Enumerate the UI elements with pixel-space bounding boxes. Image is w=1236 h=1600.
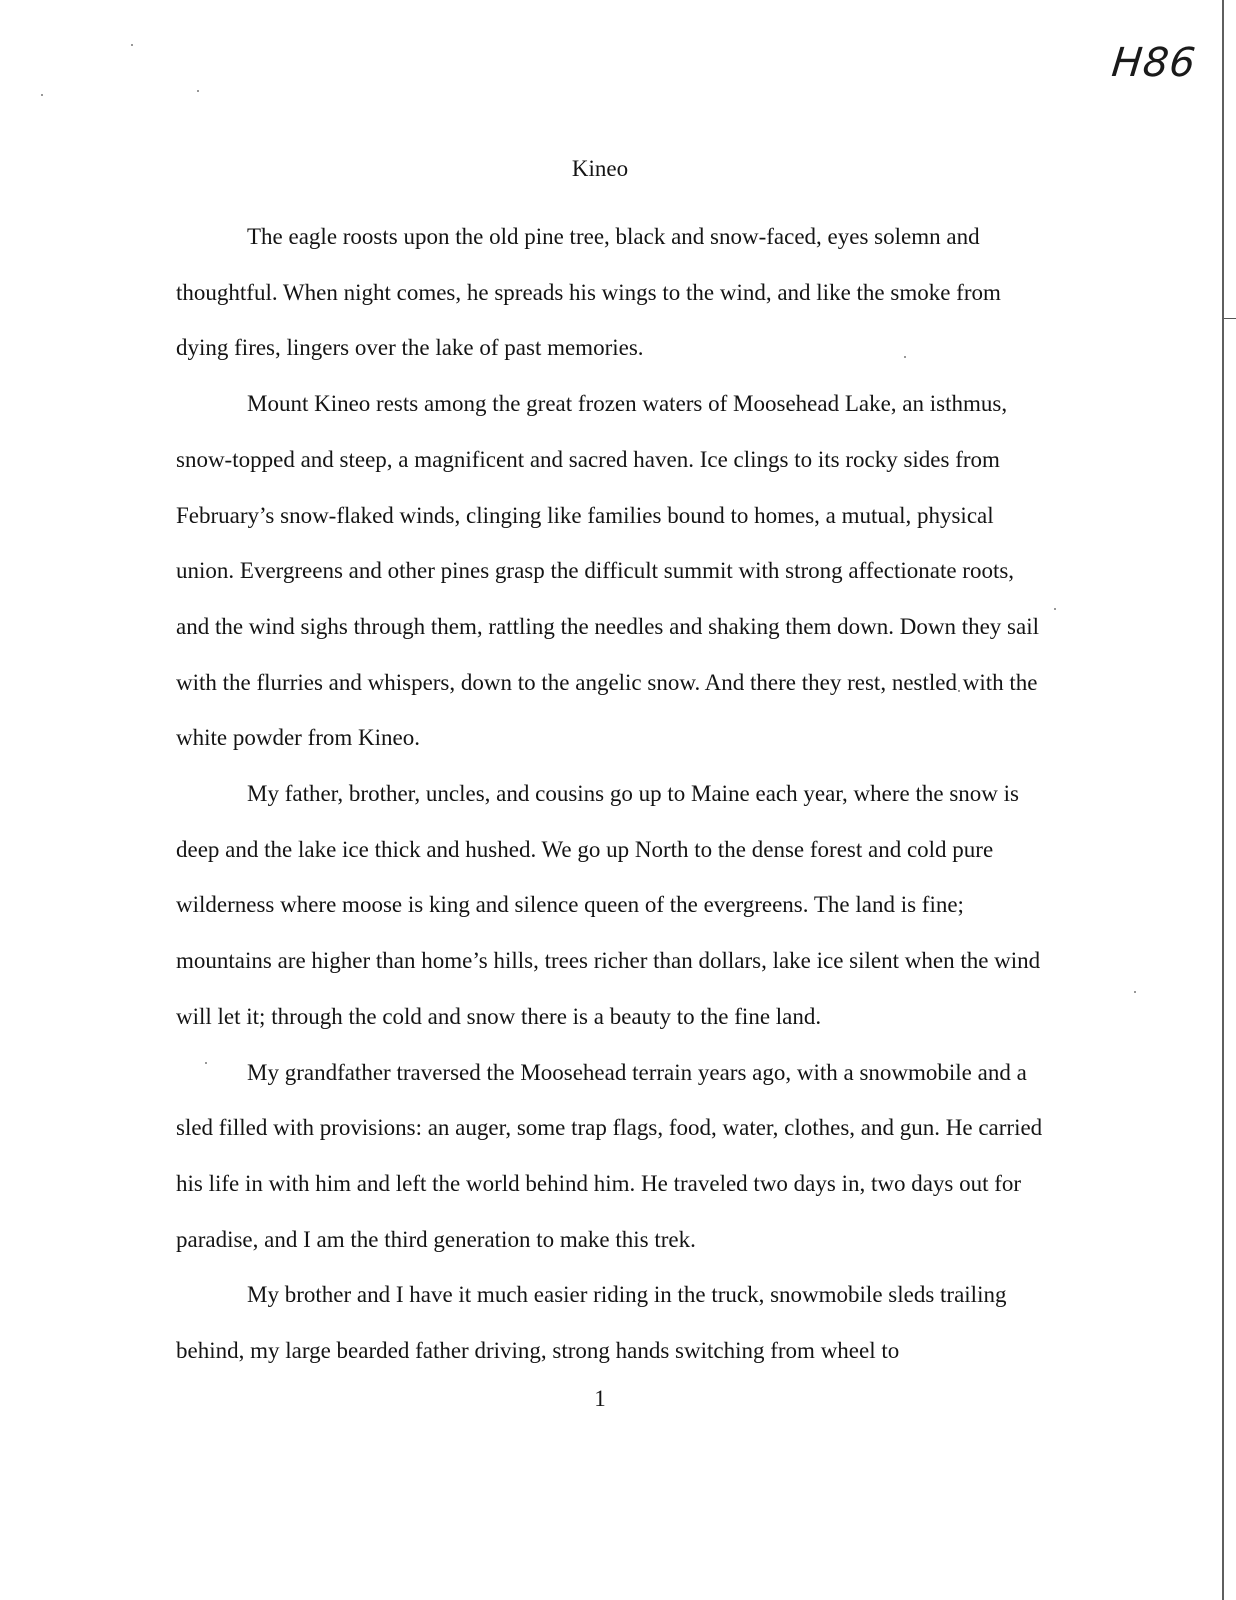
- handwritten-annotation: H86: [1109, 40, 1199, 86]
- scan-speck: [197, 90, 199, 92]
- paragraph: My brother and I have it much easier riding in the truck, snowmobile sleds trailing behind, my large bearded father driving, strong hands switching from wheel to: [176, 1282, 1007, 1364]
- scan-edge-line: [1222, 0, 1224, 1600]
- scan-speck: [1134, 991, 1136, 993]
- document-body: [176, 209, 1046, 1379]
- scan-speck: [131, 44, 133, 46]
- paragraph: My grandfather traversed the Moosehead terrain years ago, with a snowmobile and a sled filled with provisions: an auger, some trap flags, food, water, clothes, and gun. He carried his life in with him and left the world behind him. He traveled two days in, two days out for paradise, and I am the third generation to make this trek.: [176, 1059, 1043, 1252]
- paragraph: The eagle roosts upon the old pine tree, black and snow-faced, eyes solemn and thoughtful. When night comes, he spreads his wings to the wind, and like the smoke from dying fires, lingers over the lake of past memories.: [176, 224, 1001, 361]
- scan-speck: [1054, 608, 1056, 610]
- scan-speck: [41, 94, 43, 96]
- paragraph: My father, brother, uncles, and cousins go up to Maine each year, where the snow is deep and the lake ice thick and hushed. We go up North to the dense forest and cold pure wilderness where moose is king and silence queen of the evergreens. The land is fine; mountains are higher than home’s hills, trees richer than dollars, lake ice silent when the wind will let it; through the cold and snow there is a beauty to the fine land.: [176, 781, 1041, 1029]
- page-number: 1: [594, 1386, 606, 1411]
- document-title: Kineo: [571, 156, 629, 181]
- scan-edge-tick: [1224, 318, 1236, 319]
- paragraph: Mount Kineo rests among the great frozen waters of Moosehead Lake, an isthmus, snow-topped and steep, a magnificent and sacred haven. Ice clings to its rocky sides from February’s snow-flaked winds, clinging like families bound to homes, a mutual, physical union. Evergreens and other pines grasp the difficult summit with strong affectionate roots, and the wind sighs through them, rattling the needles and shaking them down. Down they sail with the flurries and whispers, down to the angelic snow. And there they rest, nestled with the white powder from Kineo.: [176, 391, 1039, 751]
